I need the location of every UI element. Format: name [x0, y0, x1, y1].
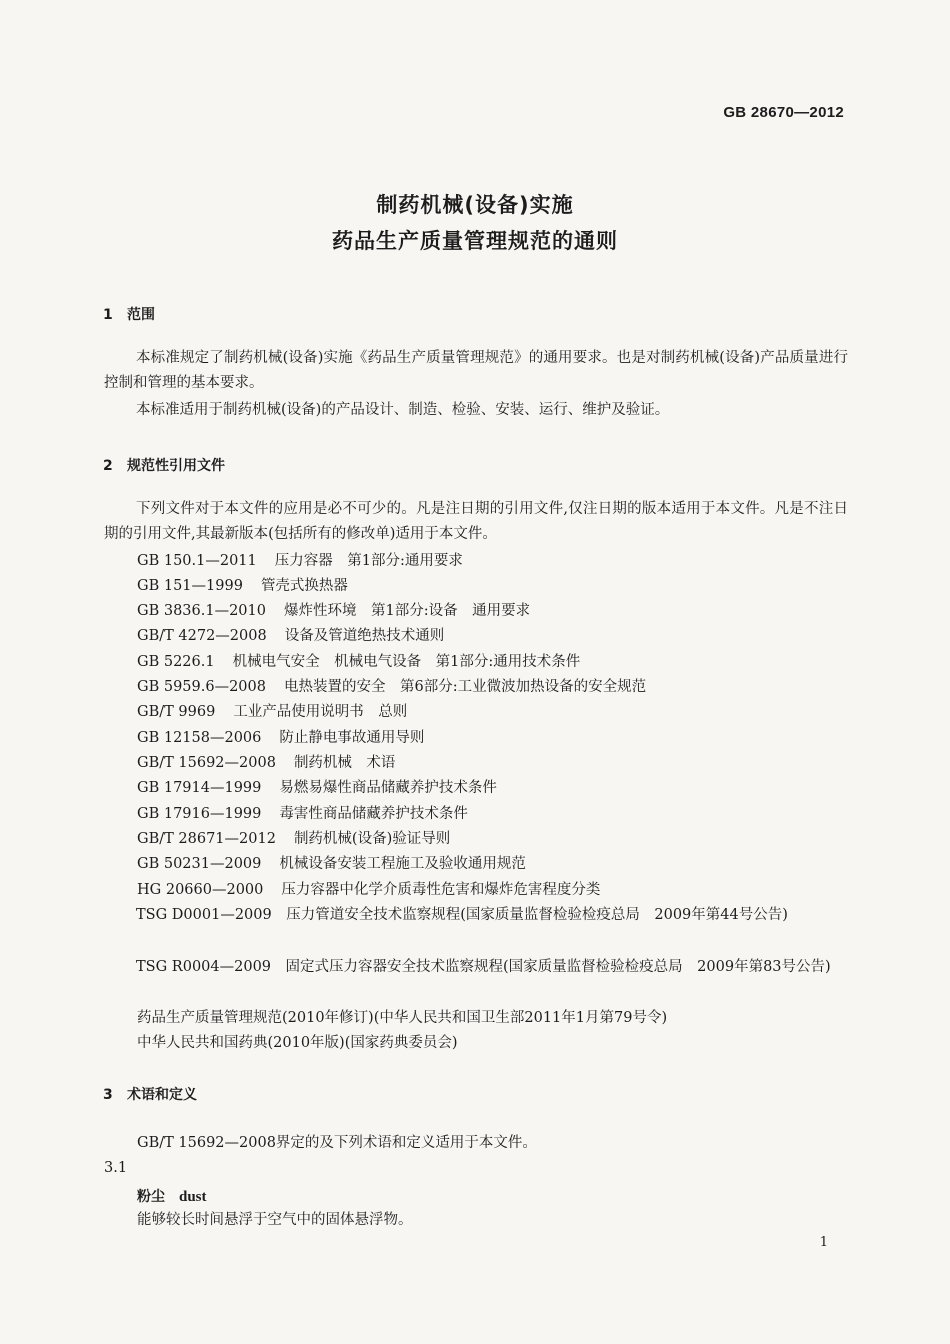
section-title: 范围	[127, 307, 155, 323]
reference-item	[137, 700, 407, 725]
references-intro: 下列文件对于本文件的应用是必不可少的。凡是注日期的引用文件,仅注日期的版本适用于本文件。凡是不注日期的引用文件,其最新版本(包括所有的修改单)适用于本文件。	[104, 501, 848, 542]
reference-title: 防止静电事故通用导则	[279, 730, 425, 746]
reference-code: GB 12158—2006	[137, 730, 262, 746]
reference-code: GB 17914—1999	[137, 780, 262, 796]
reference-item	[137, 776, 497, 801]
reference-code: GB 151—1999	[137, 578, 243, 594]
reference-item	[137, 852, 526, 877]
reference-item: 药品生产质量管理规范(2010年修订)(中华人民共和国卫生部2011年1月第79号令)	[137, 1010, 668, 1026]
reference-title: 毒害性商品储藏养护技术条件	[279, 806, 468, 822]
section-1-heading	[103, 304, 155, 324]
reference-code: GB/T 15692—2008	[137, 755, 276, 771]
reference-item	[137, 549, 463, 574]
reference-code: GB 17916—1999	[137, 806, 262, 822]
reference-item	[137, 726, 424, 751]
reference-title: 易燃易爆性商品储藏养护技术条件	[279, 780, 497, 796]
reference-code: GB 3836.1—2010	[137, 603, 266, 619]
scope-paragraph-2: 本标准适用于制药机械(设备)的产品设计、制造、检验、安装、运行、维护及验证。	[136, 402, 670, 418]
reference-code: GB 5959.6—2008	[137, 679, 266, 695]
section-number: 2	[103, 458, 113, 474]
section-number: 3	[103, 1087, 113, 1103]
reference-item	[137, 878, 600, 903]
reference-title: 设备及管道绝热技术通则	[284, 628, 445, 644]
standard-code: GB 28670—2012	[723, 104, 844, 121]
reference-title: 电热装置的安全 第6部分:工业微波加热设备的安全规范	[284, 679, 647, 695]
reference-title: 压力容器中化学介质毒性危害和爆炸危害程度分类	[281, 882, 601, 898]
term-en: dust	[179, 1189, 207, 1205]
reference-title: 制药机械(设备)验证导则	[293, 831, 451, 847]
reference-title: 机械设备安装工程施工及验收通用规范	[279, 856, 526, 872]
section-3-heading	[103, 1084, 197, 1104]
reference-title: 压力容器 第1部分:通用要求	[274, 553, 463, 569]
reference-item	[137, 574, 348, 599]
reference-item	[137, 599, 530, 624]
term-number: 3.1	[104, 1160, 128, 1176]
reference-code: GB/T 28671—2012	[137, 831, 276, 847]
section-title: 规范性引用文件	[127, 458, 225, 474]
reference-code: GB 50231—2009	[137, 856, 262, 872]
scope-paragraph-1: 本标准规定了制药机械(设备)实施《药品生产质量管理规范》的通用要求。也是对制药机械(设备)产品质量进行控制和管理的基本要求。	[104, 350, 848, 391]
reference-code: HG 20660—2000	[137, 882, 264, 898]
reference-code: GB 150.1—2011	[137, 553, 257, 569]
terms-intro: GB/T 15692—2008界定的及下列术语和定义适用于本文件。	[137, 1135, 537, 1151]
reference-item: 中华人民共和国药典(2010年版)(国家药典委员会)	[137, 1035, 458, 1051]
reference-title: 管壳式换热器	[260, 578, 348, 594]
reference-item	[137, 827, 450, 852]
reference-title: 工业产品使用说明书 总则	[233, 704, 408, 720]
reference-title: 机械电气安全 机械电气设备 第1部分:通用技术条件	[232, 654, 581, 670]
section-number: 1	[103, 307, 113, 323]
section-2-heading	[103, 455, 225, 475]
reference-code: GB 5226.1	[137, 654, 215, 670]
reference-code: GB/T 4272—2008	[137, 628, 267, 644]
term-zh: 粉尘	[137, 1189, 165, 1205]
reference-item	[137, 802, 468, 827]
page-number: 1	[819, 1235, 828, 1250]
section-title: 术语和定义	[127, 1087, 197, 1103]
term-heading	[137, 1186, 207, 1206]
reference-item	[137, 751, 395, 776]
reference-item	[137, 675, 646, 700]
reference-item-long: TSG D0001—2009 压力管道安全技术监察规程(国家质量监督检验检疫总局 2009年第44号公告)	[136, 907, 788, 923]
reference-title: 爆炸性环境 第1部分:设备 通用要求	[284, 603, 531, 619]
term-definition: 能够较长时间悬浮于空气中的固体悬浮物。	[137, 1212, 413, 1228]
reference-title: 制药机械 术语	[293, 755, 396, 771]
title-line-1: 制药机械(设备)实施	[376, 193, 574, 217]
reference-item-long: TSG R0004—2009 固定式压力容器安全技术监察规程(国家质量监督检验检疫总局 2009年第83号公告)	[136, 959, 831, 975]
reference-code: GB/T 9969	[137, 704, 216, 720]
reference-item	[137, 650, 580, 675]
reference-item	[137, 624, 444, 649]
title-line-2: 药品生产质量管理规范的通则	[332, 229, 618, 253]
